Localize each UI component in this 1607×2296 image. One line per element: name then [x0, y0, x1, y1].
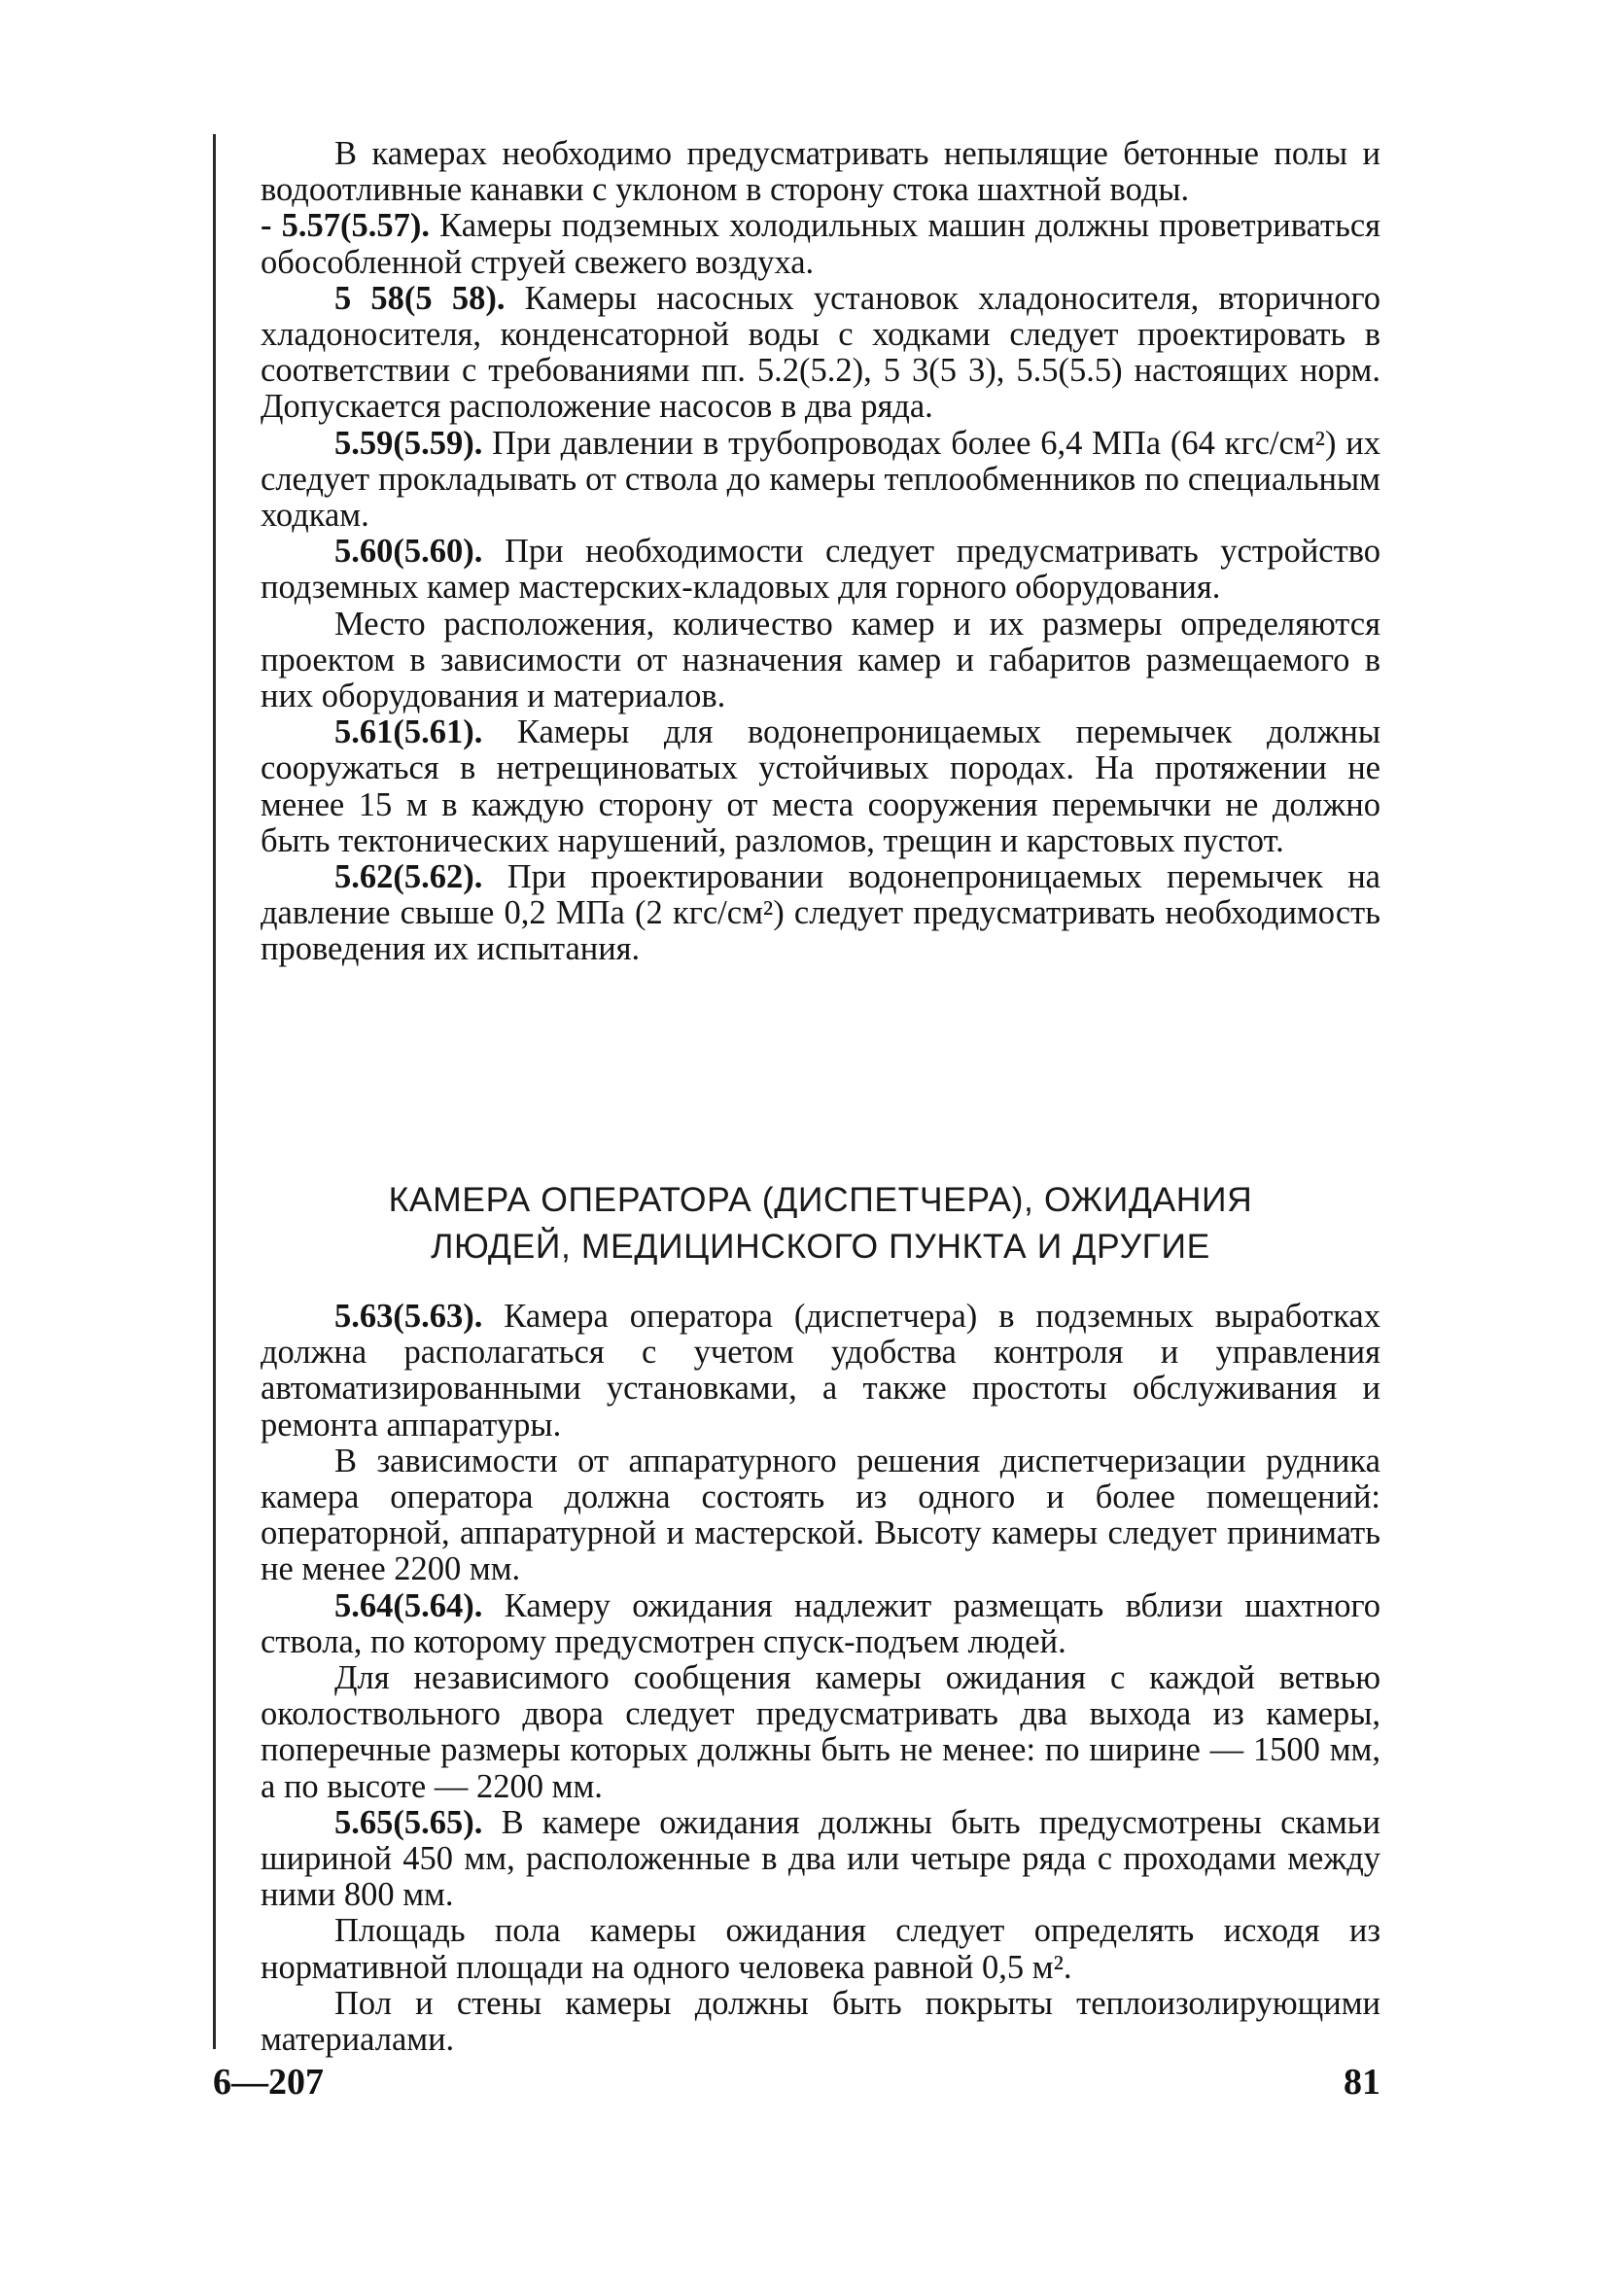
paragraph-text: Пол и стены камеры должны быть покрыты теплоизолирующими материалами.	[261, 1984, 1380, 2059]
top-section	[261, 136, 1380, 968]
paragraph-text: В зависимости от аппаратурного решения диспетчеризации рудника камера оператора должна состоять из одного и более помещений: операторной, аппаратурной и мастерской. Высоту камеры следует принимать не менее 2200 мм.	[261, 1442, 1380, 1588]
paragraph-bottom-5	[261, 1805, 1380, 1914]
paragraph-text: При необходимости следует предусматривать устройство подземных камер мастерских-кладовых для горного оборудования.	[261, 533, 1380, 607]
paragraph-text: Площадь пола камеры ожидания следует определять исходя из нормативной площади на одного человека равной 0,5 м².	[261, 1912, 1380, 1986]
paragraph-number: 5.62(5.62).	[334, 858, 483, 896]
paragraph-top-6	[261, 607, 1380, 715]
paragraph-text: Камера оператора (диспетчера) в подземных выработках должна располагаться с учетом удобства контроля и управления автоматизированными установками, а также простоты обслуживания и ремонта аппаратуры.	[261, 1298, 1380, 1444]
paragraph-text: Камеры насосных установок хладоносителя, вторичного хладоносителя, конденсаторной воды с ходками следует проектировать в соответствии с требованиями пп. 5.2(5.2), 5 3(5 3), 5.5(5.5) настоящих норм. Допускается расположение насосов в два ряда.	[261, 279, 1380, 426]
paragraph-number: 5 58(5 58).	[334, 279, 506, 317]
paragraph-text: Камеры для водонепроницаемых перемычек должны сооружаться в нетрещиноватых устойчивых породах. На протяжении не менее 15 м в каждую сторону от места сооружения перемычки не должно быть тектонических нарушений, разломов, трещин и карстовых пустот.	[261, 713, 1380, 859]
paragraph-text: При давлении в трубопроводах более 6,4 МПа (64 кгс/см²) их следует прокладывать от ствола до камеры теплообменников по специальным ходкам.	[261, 424, 1380, 535]
section-heading-line-1: КАМЕРА ОПЕРАТОРА (ДИСПЕТЧЕРА), ОЖИДАНИЯ	[388, 1180, 1253, 1219]
paragraph-top-5	[261, 534, 1380, 606]
paragraph-text: Для независимого сообщения камеры ожидания с каждой ветвью околоствольного двора следует предусматривать два выхода из камеры, поперечные размеры которых должны быть не менее: по ширине — 1500 мм, а по высоте — 2200 мм.	[261, 1659, 1380, 1805]
paragraph-top-3	[261, 281, 1380, 426]
paragraph-bottom-7	[261, 1986, 1380, 2058]
bottom-section	[261, 1299, 1380, 2058]
paragraph-top-2	[261, 208, 1380, 280]
section-heading	[261, 1176, 1380, 1270]
paragraph-bottom-3	[261, 1588, 1380, 1660]
paragraph-number: 5.60(5.60).	[334, 533, 483, 571]
paragraph-text: В камерах необходимо предусматривать непылящие бетонные полы и водоотливные канавки с уклоном в сторону стока шахтной воды.	[261, 135, 1380, 209]
page-number: 81	[1344, 2062, 1380, 2103]
section-heading-line-2: ЛЮДЕЙ, МЕДИЦИНСКОГО ПУНКТА И ДРУГИЕ	[431, 1227, 1210, 1266]
signature-mark: 6—207	[213, 2062, 324, 2103]
paragraph-text: Камеру ожидания надлежит размещать вблизи шахтного ствола, по которому предусмотрен спуск-подъем людей.	[261, 1586, 1380, 1660]
paragraph-bottom-4	[261, 1660, 1380, 1805]
paragraph-text: В камере ожидания должны быть предусмотрены скамьи шириной 450 мм, расположенные в два или четыре ряда с проходами между ними 800 мм.	[261, 1803, 1380, 1914]
margin-rule	[213, 134, 216, 2049]
paragraph-bottom-1	[261, 1299, 1380, 1444]
paragraph-bottom-2	[261, 1444, 1380, 1588]
paragraph-top-4	[261, 426, 1380, 535]
paragraph-number: 5.59(5.59).	[334, 424, 483, 462]
paragraph-top-1	[261, 136, 1380, 208]
paragraph-number: 5.63(5.63).	[334, 1298, 483, 1335]
paragraph-bottom-6	[261, 1913, 1380, 1985]
paragraph-number: - 5.57(5.57).	[261, 207, 430, 245]
paragraph-top-7	[261, 714, 1380, 859]
paragraph-number: 5.65(5.65).	[334, 1803, 483, 1841]
paragraph-text: Камеры подземных холодильных машин должны проветриваться обособленной струей свежего воздуха.	[261, 207, 1381, 281]
paragraph-text: При проектировании водонепроницаемых перемычек на давление свыше 0,2 МПа (2 кгс/см²) следует предусматривать необходимость проведения их испытания.	[261, 858, 1380, 968]
paragraph-text: Место расположения, количество камер и их размеры определяются проектом в зависимости от назначения камер и габаритов размещаемого в них оборудования и материалов.	[261, 605, 1380, 715]
paragraph-number: 5.64(5.64).	[334, 1586, 483, 1624]
paragraph-top-8	[261, 859, 1380, 968]
paragraph-number: 5.61(5.61).	[334, 713, 483, 751]
